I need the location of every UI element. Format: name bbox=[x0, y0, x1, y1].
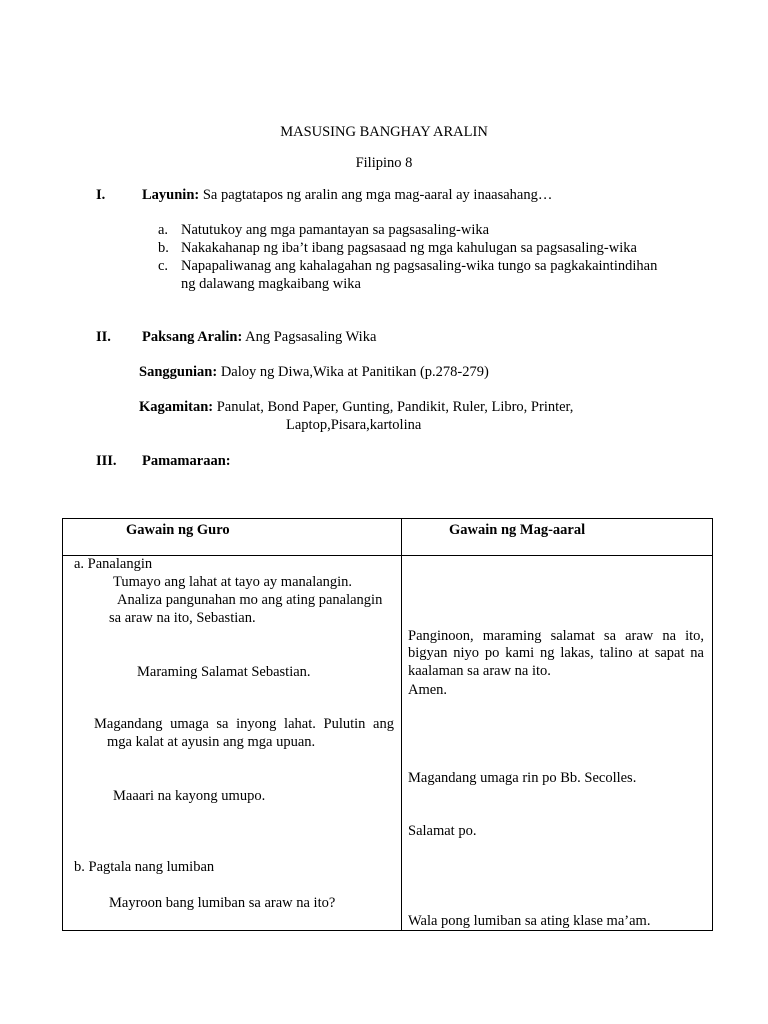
section-1-numeral: I. bbox=[96, 187, 106, 203]
teacher-thanks: Maraming Salamat Sebastian. bbox=[137, 664, 311, 680]
student-column-header: Gawain ng Mag-aaral bbox=[402, 519, 713, 556]
reference-text: Daloy ng Diwa,Wika at Panitikan (p.278-279) bbox=[220, 364, 489, 380]
teacher-activities-cell bbox=[63, 556, 402, 931]
teacher-column-header: Gawain ng Guro bbox=[63, 519, 402, 556]
materials-text-continued: Laptop,Pisara,kartolina bbox=[286, 417, 422, 433]
teacher-greeting-continued: mga kalat at ayusin ang mga upuan. bbox=[107, 734, 316, 750]
teacher-prayer-request: Analiza pangunahan mo ang ating panalangin bbox=[117, 592, 383, 608]
attendance-heading: b. Pagtala nang lumiban bbox=[74, 859, 215, 875]
objective-text: Napapaliwanag ang kahalagahan ng pagsasaling-wika tungo sa pagkakaintindihan bbox=[181, 258, 658, 274]
teacher-sit-instruction: Maaari na kayong umupo. bbox=[113, 788, 266, 804]
student-thanks-reply: Salamat po. bbox=[408, 823, 477, 839]
objective-marker: a. bbox=[158, 222, 169, 238]
section-2-numeral: II. bbox=[96, 329, 111, 345]
student-greeting-reply: Magandang umaga rin po Bb. Secolles. bbox=[408, 770, 637, 786]
section-2-label: Paksang Aralin: bbox=[142, 329, 243, 345]
section-3-label: Pamamaraan: bbox=[142, 453, 231, 469]
teacher-prayer-request-continued: sa araw na ito, Sebastian. bbox=[109, 610, 256, 626]
reference-line bbox=[139, 364, 489, 381]
student-activities-cell bbox=[402, 556, 713, 931]
student-amen: Amen. bbox=[408, 682, 448, 698]
section-1-heading bbox=[142, 187, 552, 204]
objective-marker: b. bbox=[158, 240, 169, 256]
section-3-numeral: III. bbox=[96, 453, 117, 469]
teacher-attendance-question: Mayroon bang lumiban sa araw na ito? bbox=[109, 895, 336, 911]
student-attendance-reply: Wala pong lumiban sa ating klase ma’am. bbox=[408, 913, 651, 929]
section-1-text: Sa pagtatapos ng aralin ang mga mag-aaral ay inaasahang… bbox=[202, 187, 553, 203]
teacher-prayer-instruction: Tumayo ang lahat at tayo ay manalangin. bbox=[113, 574, 353, 590]
section-1-label: Layunin: bbox=[142, 187, 200, 203]
teacher-greeting: Magandang umaga sa inyong lahat. Pulutin ang bbox=[94, 716, 394, 732]
table-row bbox=[63, 556, 713, 931]
section-2-heading bbox=[142, 329, 376, 346]
prayer-heading: a. Panalangin bbox=[74, 556, 153, 572]
document-title: MASUSING BANGHAY ARALIN bbox=[280, 124, 488, 140]
materials-label: Kagamitan: bbox=[139, 399, 214, 415]
objective-marker: c. bbox=[158, 258, 169, 274]
document-subtitle: Filipino 8 bbox=[355, 155, 413, 171]
reference-label: Sanggunian: bbox=[139, 364, 218, 380]
objective-text: Nakakahanap ng iba’t ibang pagsasaad ng mga kahulugan sa pagsasaling-wika bbox=[181, 240, 637, 256]
materials-line bbox=[139, 399, 573, 416]
materials-text: Panulat, Bond Paper, Gunting, Pandikit, Ruler, Libro, Printer, bbox=[216, 399, 574, 415]
procedure-table bbox=[62, 518, 713, 931]
student-prayer: Panginoon, maraming salamat sa araw na ito, bigyan niyo po kami ng lakas, talino at sapat na kaalaman sa araw na ito. bbox=[408, 628, 704, 679]
section-2-text: Ang Pagsasaling Wika bbox=[245, 329, 377, 345]
objective-text: Natutukoy ang mga pamantayan sa pagsasaling-wika bbox=[181, 222, 490, 238]
objective-text-continued: ng dalawang magkaibang wika bbox=[181, 276, 361, 292]
